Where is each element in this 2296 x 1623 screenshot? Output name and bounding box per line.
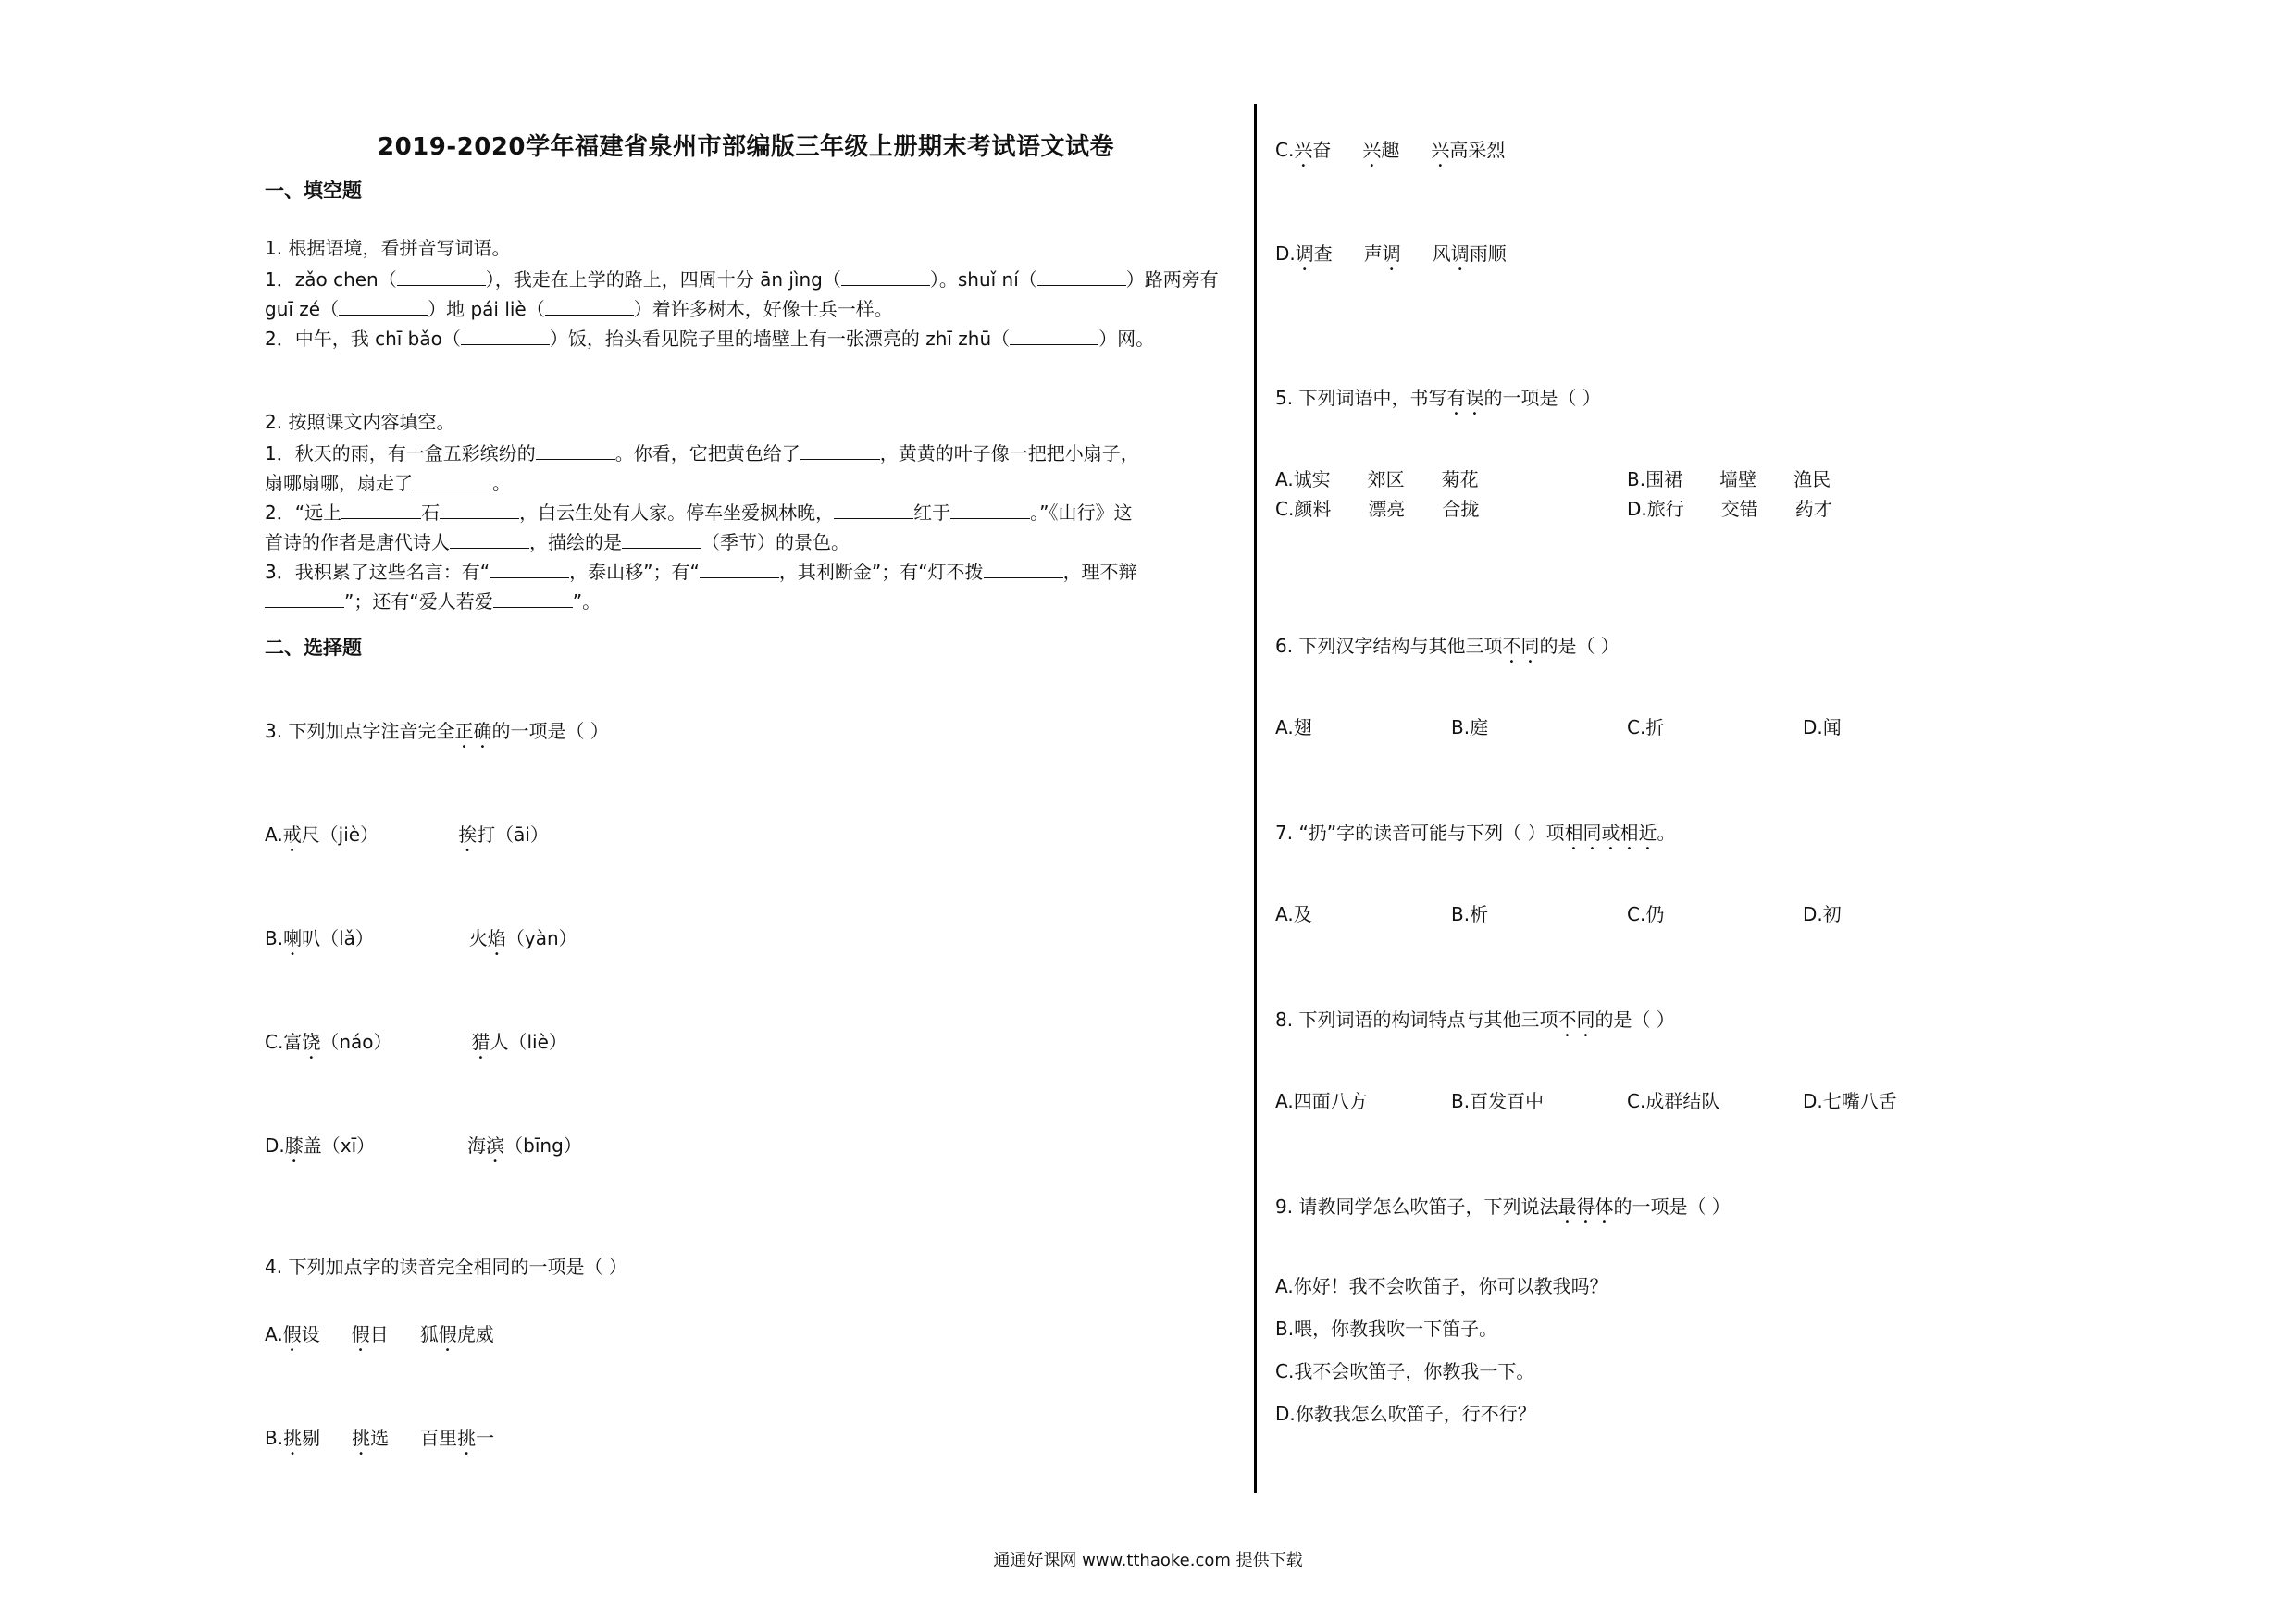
q4-option-c: C.兴奋 兴趣 兴高采烈 (1275, 139, 1506, 161)
q5-option-a: A.诚实 郊区 菊花 (1275, 468, 1479, 490)
q7-option-b: B.析 (1451, 903, 1489, 925)
q2-line2: 扇哪扇哪，扇走了 。 (265, 468, 511, 496)
q9-option-b: B.喂，你教我吹一下笛子。 (1275, 1318, 1498, 1340)
exam-title: 2019-2020学年福建省泉州市部编版三年级上册期末考试语文试卷 (377, 133, 1115, 161)
q6-option-b: B.庭 (1451, 716, 1489, 738)
q9-option-c: C.我不会吹笛子，你教我一下。 (1275, 1360, 1535, 1382)
q2-line3: 2．“远上 石 ，白云生处有人家。停车坐爱枫林晚， 红于 。”《山行》这 (265, 498, 1132, 526)
q1-line1: 1．zǎo chen（ ），我走在上学的路上，四周十分 ān jìng（ ）。shuǐ ní（ ）路两旁有 (265, 265, 1219, 292)
q8-option-d: D.七嘴八舌 (1803, 1090, 1897, 1112)
q4-option-a: A.假设 假日 狐假虎威 (265, 1323, 494, 1345)
q6-option-c: C.折 (1627, 716, 1665, 738)
q8-stem: 8. 下列词语的构词特点与其他三项不同的是（ ） (1275, 1009, 1675, 1031)
q2-line5: 3．我积累了这些名言：有“ ，泰山移”；有“ ，其利断金”；有“灯不拨 ，理不辩 (265, 557, 1137, 585)
page-footer: 通通好课网 www.tthaoke.com 提供下载 (993, 1551, 1303, 1570)
section-choice-heading: 二、选择题 (265, 637, 362, 659)
q9-option-d: D.你教我怎么吹笛子，行不行？ (1275, 1403, 1536, 1425)
q8-option-b: B.百发百中 (1451, 1090, 1545, 1112)
q7-option-c: C.仍 (1627, 903, 1665, 925)
q9-option-a: A.你好！我不会吹笛子，你可以教我吗？ (1275, 1275, 1608, 1297)
q1-line2: guī zé（ ）地 pái liè（ ）着许多树木，好像士兵一样。 (265, 294, 893, 322)
column-divider (1254, 104, 1257, 1493)
q7-option-a: A.及 (1275, 903, 1312, 925)
q3-option-b: B.喇叭（lǎ） 火焰（yàn） (265, 927, 577, 949)
q5-stem: 5. 下列词语中，书写有误的一项是（ ） (1275, 387, 1601, 409)
q2-line1: 1．秋天的雨，有一盒五彩缤纷的 。你看，它把黄色给了 ，黄黄的叶子像一把把小扇子， (265, 439, 1139, 466)
q4-option-d: D.调查 声调 风调雨顺 (1275, 242, 1507, 265)
q8-option-a: A.四面八方 (1275, 1090, 1368, 1112)
section-fill-heading: 一、填空题 (265, 180, 362, 202)
q9-stem: 9. 请教同学怎么吹笛子，下列说法最得体的一项是（ ） (1275, 1196, 1731, 1218)
q2-stem: 2. 按照课文内容填空。 (265, 411, 455, 433)
q6-stem: 6. 下列汉字结构与其他三项不同的是（ ） (1275, 635, 1620, 657)
q7-stem: 7. “扔”字的读音可能与下列（ ）项相同或相近。 (1275, 822, 1676, 844)
q3-option-c: C.富饶（náo） 猎人（liè） (265, 1031, 567, 1053)
q2-line6: ”；还有“爱人若爱 ”。 (265, 587, 601, 614)
q5-option-b: B.围裙 墙壁 渔民 (1627, 468, 1831, 490)
q3-option-d: D.膝盖（xī） 海滨（bīng） (265, 1134, 582, 1157)
q8-option-c: C.成群结队 (1627, 1090, 1720, 1112)
q2-line4: 首诗的作者是唐代诗人 ，描绘的是 （季节）的景色。 (265, 527, 850, 555)
q4-stem: 4. 下列加点字的读音完全相同的一项是（ ） (265, 1256, 627, 1278)
q7-option-d: D.初 (1803, 903, 1842, 925)
q1-stem: 1. 根据语境，看拼音写词语。 (265, 237, 511, 259)
q5-option-c: C.颜料 漂亮 合拢 (1275, 498, 1480, 520)
q3-option-a: A.戒尺（jiè） 挨打（āi） (265, 824, 549, 846)
q6-option-d: D.闻 (1803, 716, 1842, 738)
q6-option-a: A.翅 (1275, 716, 1312, 738)
q1-line3: 2．中午，我 chī bǎo（ ）饭，抬头看见院子里的墙壁上有一张漂亮的 zhī zhū（ ）网。 (265, 324, 1154, 352)
q4-option-b: B.挑剔 挑选 百里挑一 (265, 1427, 495, 1449)
q5-option-d: D.旅行 交错 药才 (1627, 498, 1832, 520)
q3-stem: 3. 下列加点字注音完全正确的一项是（ ） (265, 720, 609, 742)
